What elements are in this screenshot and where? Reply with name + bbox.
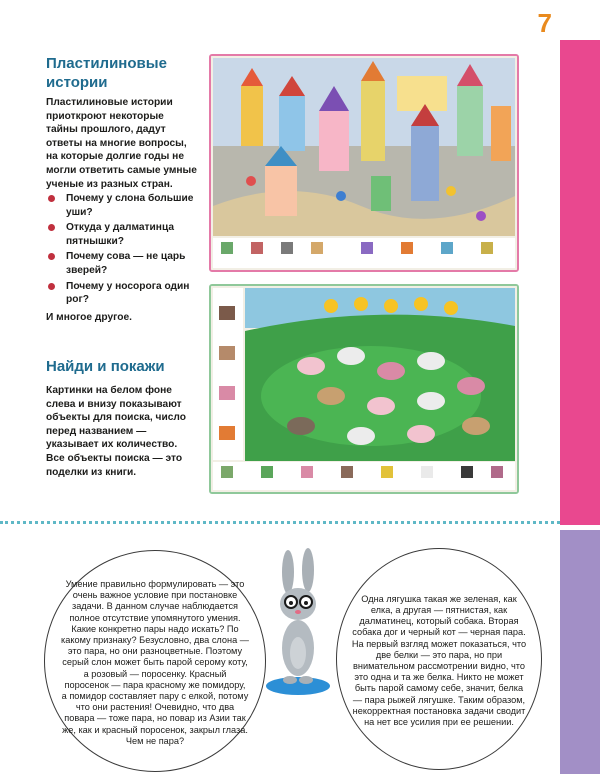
section-divider [0, 521, 560, 524]
speech-bubble-right [336, 548, 542, 770]
page-number: 7 [537, 8, 552, 38]
title-line-1: Пластилиновые [46, 55, 167, 72]
question-list [46, 192, 202, 309]
title-line-2: истории [46, 74, 108, 91]
section2-paragraph: Картинки на белом фоне слева и внизу показывают объекты для поиска, число перед названием — указывает их количество. Все объекты поиска — это поделки из книги. [46, 385, 186, 478]
section1-closing: И многое другое. [46, 312, 132, 323]
side-tab-purple [560, 530, 600, 774]
side-tab-pink [560, 40, 600, 525]
town-illustration [209, 54, 519, 272]
bunny-figure [258, 548, 338, 698]
farm-illustration [209, 284, 519, 494]
list-item: Почему сова — не царь зверей? [46, 250, 202, 277]
bullet-dot [48, 283, 55, 290]
section-title-find-and-show: Найди и покажи [46, 358, 165, 375]
list-item: Почему у слона большие уши? [46, 192, 202, 219]
speech-bubble-left [44, 550, 266, 772]
bullet-dot [48, 195, 55, 202]
section-title-plasticine-stories [46, 54, 167, 92]
list-item: Откуда у далматинца пятнышки? [46, 221, 202, 248]
bullet-dot [48, 253, 55, 260]
bubble-right-text: Одна лягушка такая же зеленая, как елка, а другая — пятнистая, как далматинец, который собака. Вторая собака дог и черный кот — черная пара. На первый взгляд может показаться, что две белки — это пара, но при внимательном рассмотрении видно, что это одна и та же белка. Никто не может быть парой самому себе, значит, белка — пара рыжей лягушке. Таким образом, некорректная постановка задачи сводит на нет все усилия при ее решении. [351, 593, 527, 728]
bullet-dot [48, 224, 55, 231]
section1-paragraph: Пластилиновые истории приоткроют некоторые тайны прошлого, дадут ответы на многие вопросы, на которые долгие годы не могли ответить самые умные ученые из разных стран. [46, 97, 197, 190]
list-item: Почему у носорога один рог? [46, 280, 202, 307]
bubble-left-text: Умение правильно формулировать — это очень важное условие при постановке задачи. В данном случае наблюдается полное отсутствие упомянутого умения. Какие конкретно пары надо искать? По какому признаку? Безусловно, два слона — это пара, но они разноцветные. Поэтому серый слон может быть парой серому коту, а розовый — поросенку. Красный поросенок — пара красному же помидору, а помидор составляет пару с елкой, потому что они растения! Очевидно, что два повара — тоже пара, но повар из Азии так же, как и красный поросенок, закрыл глаза. Чем не пара? [61, 578, 249, 746]
